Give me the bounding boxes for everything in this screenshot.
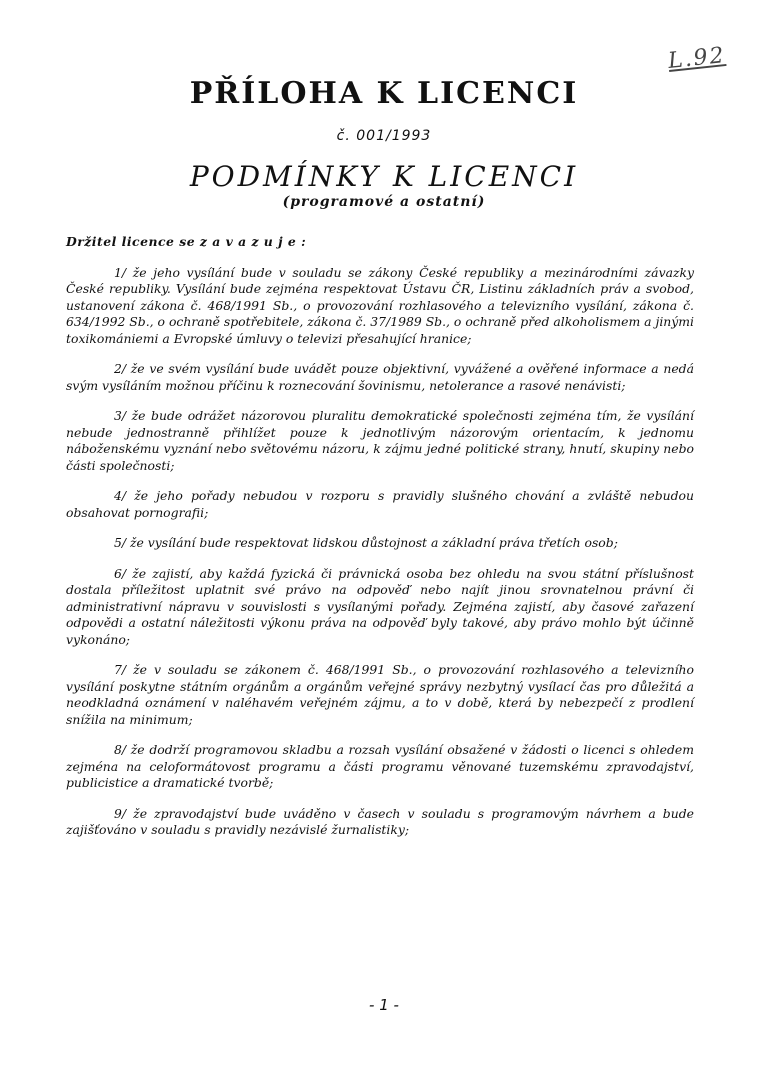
clause-3: 3/ že bude odrážet názorovou pluralitu demokratické společnosti zejména tím, že vysílání nebude jednostranně přihlížet pouze k jednotlivým názorovým orientacím, k jednomu náboženskému vyznání nebo světovému názoru, k zájmu jedné politické strany, hnutí, skupiny nebo části společnosti; xyxy=(66,408,694,473)
document-title: PŘÍLOHA K LICENCI xyxy=(189,76,579,111)
clause-1: 1/ že jeho vysílání bude v souladu se zákony České republiky a mezinárodními závazky České republiky. Vysílání bude zejména respektovat Ústavu ČR, Listinu základních práv a svobod, ustanovení zákona č. 468/1991 Sb., o provozování rozhlasového a televizního vysílání, zákona č. 634/1992 Sb., o ochraně spotřebitele, zákona č. 37/1989 Sb., o ochraně před alkoholismem a jinými toxikomániemi a Evropské úmluvy o televizi přesahující hranice; xyxy=(66,264,694,346)
license-number: č. 001/1993 xyxy=(336,128,432,144)
page-number: - 1 - xyxy=(369,996,399,1014)
handwritten-page-note: L.92 xyxy=(667,43,728,74)
clause-6: 6/ že zajistí, aby každá fyzická či právnická osoba bez ohledu na svou státní příslušnost dostala příležitost uplatnit své právo na odpověď nebo najít jinou srovnatelnou právní či administrativní nápravu v souvislosti s vysílanými pořady. Zejména zajistí, aby časové zařazení odpovědi a ostatní náležitosti výkonu práva na odpověď byly takové, aby právo mohlo být účinně vykonáno; xyxy=(66,565,694,647)
clause-2: 2/ že ve svém vysílání bude uvádět pouze objektivní, vyvážené a ověřené informace a nedá svým vysíláním možnou příčinu k roznecování šovinismu, netolerance a rasové nenávisti; xyxy=(66,361,694,393)
clause-9: 9/ že zpravodajství bude uváděno v časech v souladu s programovým návrhem a bude zajišťováno v souladu s pravidly nezávislé žurnalistiky; xyxy=(66,805,694,837)
clause-4: 4/ že jeho pořady nebudou v rozporu s pravidly slušného chování a zvláště nebudou obsahovat pornografii; xyxy=(66,488,694,520)
section-heading: PODMÍNKY K LICENCI xyxy=(189,160,579,193)
clause-7: 7/ že v souladu se zákonem č. 468/1991 Sb., o provozování rozhlasového a televizního vysílání poskytne státním orgánům a orgánům veřejné správy nezbytný vysílací čas pro důležitá a neodkladná oznámení v naléhavém veřejném zájmu, a to v době, která by nebezpečí z prodlení snížila na minimum; xyxy=(66,662,694,727)
clause-5: 5/ že vysílání bude respektovat lidskou důstojnost a základní práva třetích osob; xyxy=(114,535,618,550)
section-subheading: (programové a ostatní) xyxy=(282,194,486,210)
clause-8: 8/ že dodrží programovou skladbu a rozsah vysílání obsažené v žádosti o licenci s ohledem zejména na celoformátovost programu a části programu věnované tuzemskému zpravodajství, publicistice a dramatické tvorbě; xyxy=(66,742,694,790)
document-body xyxy=(66,234,694,853)
intro-line: Držitel licence se z a v a z u j e : xyxy=(66,234,307,249)
